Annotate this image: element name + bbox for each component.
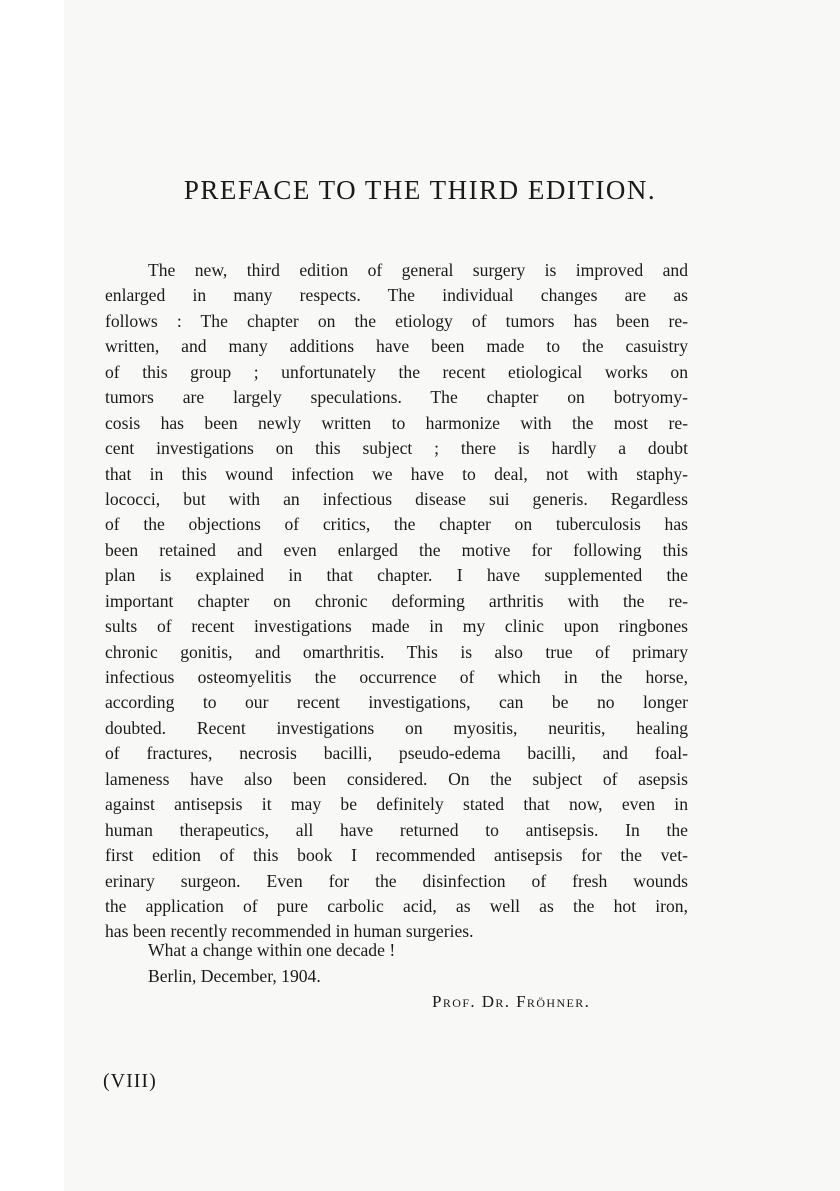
paragraph-line: cent investigations on this subject ; there is hardly a doubt bbox=[105, 438, 688, 459]
preface-paragraph bbox=[105, 258, 688, 945]
paragraph-line: lococci, but with an infectious disease sui generis. Regardless bbox=[105, 488, 688, 509]
paragraph-line: against antisepsis it may be definitely stated that now, even in bbox=[105, 794, 688, 815]
paragraph-line: of this group ; unfortunately the recent etiological works on bbox=[105, 361, 688, 382]
place-date: Berlin, December, 1904. bbox=[148, 966, 321, 986]
paragraph-line: human therapeutics, all have returned to antisepsis. In the bbox=[105, 819, 688, 840]
paragraph-line: erinary surgeon. Even for the disinfection of fresh wounds bbox=[105, 870, 688, 891]
paragraph-line: of the objections of critics, the chapter on tuberculosis has bbox=[105, 514, 688, 535]
paragraph-line: enlarged in many respects. The individual changes are as bbox=[105, 285, 688, 306]
paragraph-line: according to our recent investigations, can be no longer bbox=[105, 692, 688, 713]
paragraph-line: that in this wound infection we have to deal, not with staphy- bbox=[105, 463, 688, 484]
paragraph-line: been retained and even enlarged the motive for following this bbox=[105, 539, 688, 560]
paragraph-line: of fractures, necrosis bacilli, pseudo-edema bacilli, and foal- bbox=[105, 743, 688, 764]
paragraph-line: doubted. Recent investigations on myositis, neuritis, healing bbox=[105, 717, 688, 738]
paragraph-line: has been recently recommended in human surgeries. bbox=[105, 921, 474, 942]
paragraph-line: important chapter on chronic deforming arthritis with the re- bbox=[105, 590, 688, 611]
page-number: (VIII) bbox=[103, 1070, 157, 1092]
paragraph-line: infectious osteomyelitis the occurrence of which in the horse, bbox=[105, 667, 688, 687]
paragraph-line: written, and many additions have been made to the casuistry bbox=[105, 336, 688, 357]
paragraph-line: tumors are largely speculations. The chapter on botryomy- bbox=[105, 387, 688, 408]
author-signature: Prof. Dr. Fröhner. bbox=[432, 992, 591, 1011]
paragraph-line: The new, third edition of general surgery is improved and bbox=[148, 260, 688, 280]
paragraph-line: chronic gonitis, and omarthritis. This is also true of primary bbox=[105, 641, 688, 662]
paragraph-line: sults of recent investigations made in my clinic upon ringbones bbox=[105, 616, 688, 637]
paragraph-line: first edition of this book I recommended antisepsis for the vet- bbox=[105, 845, 688, 866]
paragraph-line: plan is explained in that chapter. I have supplemented the bbox=[105, 565, 688, 586]
paragraph-line: lameness have also been considered. On the subject of asepsis bbox=[105, 768, 688, 789]
closing-remark: What a change within one decade ! bbox=[148, 940, 396, 960]
page-title: PREFACE TO THE THIRD EDITION. bbox=[183, 175, 657, 205]
paragraph-line: the application of pure carbolic acid, as well as the hot iron, bbox=[105, 895, 688, 916]
paragraph-line: cosis has been newly written to harmonize with the most re- bbox=[105, 412, 688, 433]
paragraph-line: follows : The chapter on the etiology of tumors has been re- bbox=[105, 310, 688, 331]
